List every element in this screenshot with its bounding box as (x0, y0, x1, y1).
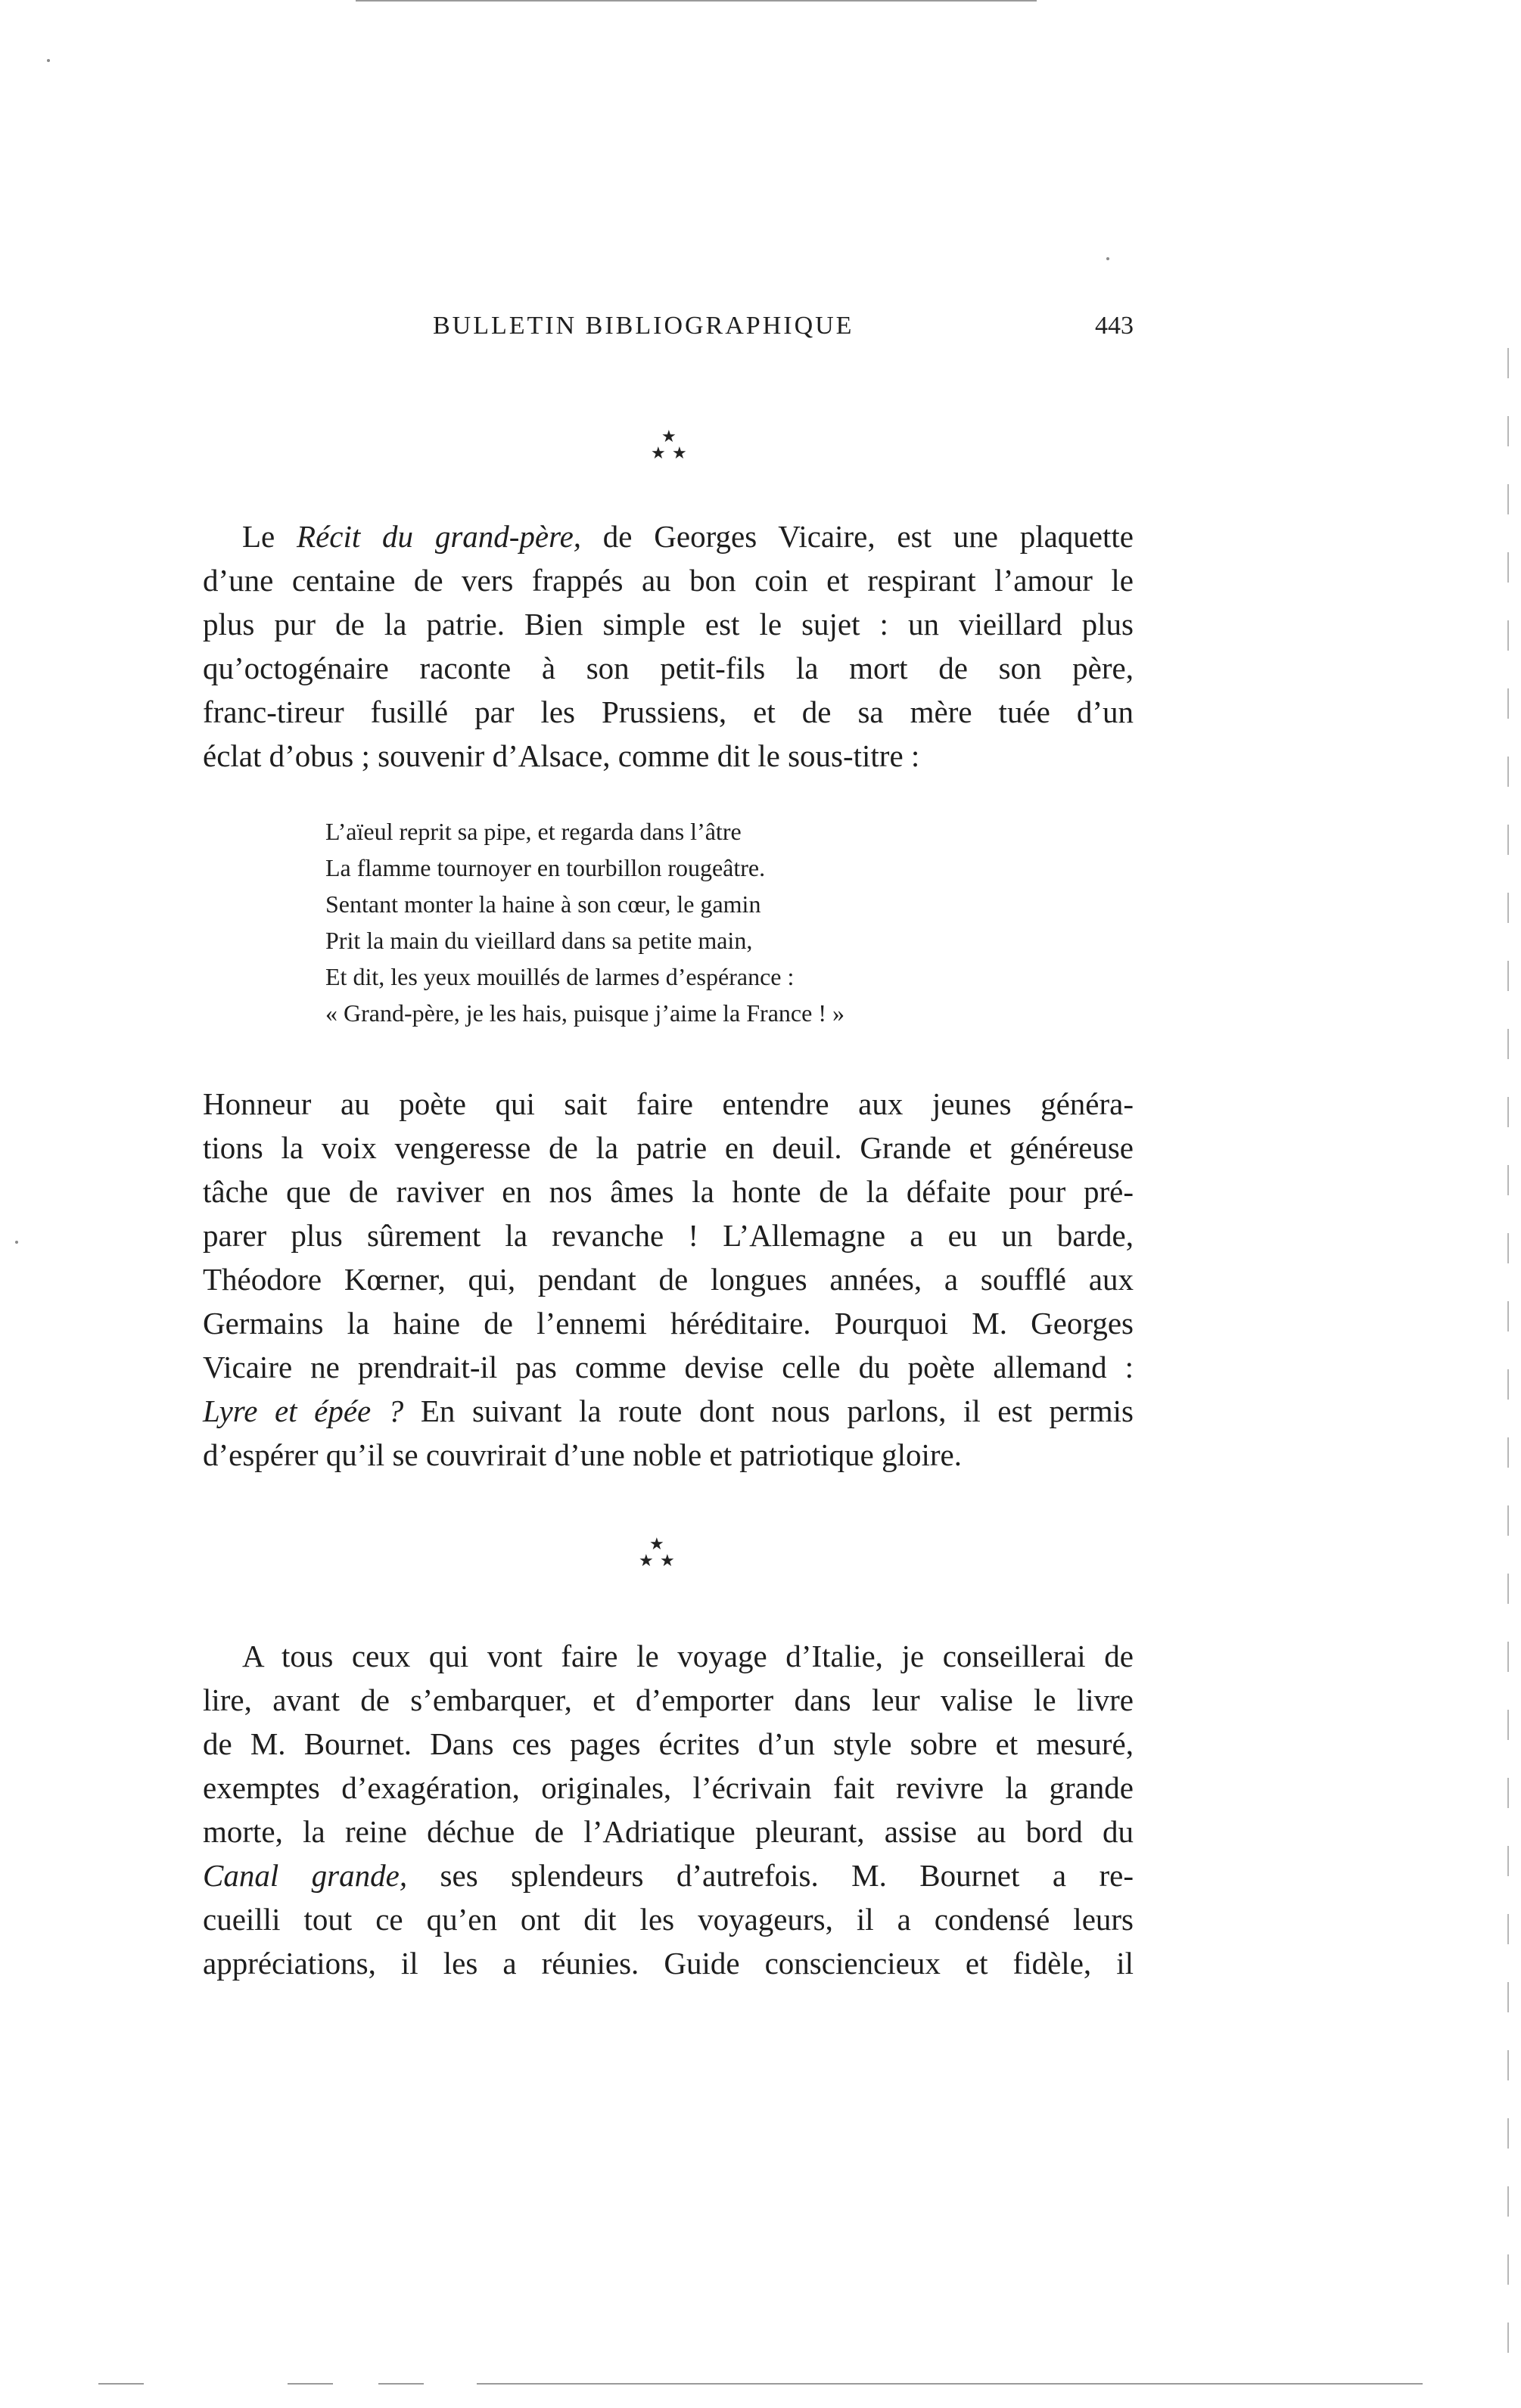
running-header (433, 312, 1134, 350)
paragraph-line: cueilli tout ce qu’en ont dit les voyageurs, il a condensé leurs (203, 1902, 1134, 1937)
verse-line: « Grand-père, je les hais, puisque j’aime la France ! » (325, 999, 844, 1027)
scan-speck (47, 59, 50, 62)
paragraph-line: parer plus sûrement la revanche ! L’Allemagne a eu un barde, (203, 1218, 1134, 1253)
paragraph-line: tâche que de raviver en nos âmes la honte de la défaite pour pré- (203, 1174, 1134, 1209)
paragraph-line: d’espérer qu’il se couvrirait d’une noble et patriotique gloire. (203, 1437, 962, 1472)
paragraph-line: tions la voix vengeresse de la patrie en deuil. Grande et généreuse (203, 1130, 1134, 1165)
verse-line: Et dit, les yeux mouillés de larmes d’espérance : (325, 963, 795, 990)
paragraph-line: franc-tireur fusillé par les Prussiens, et de sa mère tuée d’un (203, 694, 1134, 729)
paragraph-honneur-au-poete (203, 1082, 1134, 1477)
page-number: 443 (1095, 312, 1134, 340)
paragraph-line: appréciations, il les a réunies. Guide consciencieux et fidèle, il (203, 1946, 1134, 1981)
paragraph-line: Théodore Kœrner, qui, pendant de longues années, a soufflé aux (203, 1262, 1134, 1297)
verse-line: La flamme tournoyer en tourbillon rougeâtre. (325, 854, 766, 881)
paragraph-line: lire, avant de s’embarquer, et d’emporter dans leur valise le livre (203, 1682, 1134, 1717)
paragraph-line: plus pur de la patrie. Bien simple est le sujet : un vieillard plus (203, 607, 1134, 642)
scan-border-bottom-4 (477, 2383, 1423, 2385)
paragraph-line: Le Récit du grand-père, de Georges Vicaire, est une plaquette (242, 519, 1134, 554)
star-icon: ★ (651, 443, 666, 462)
paragraph-line: Honneur au poète qui sait faire entendre aux jeunes généra- (203, 1086, 1134, 1121)
scan-border-bottom-3 (378, 2383, 424, 2385)
scan-border-bottom-1 (98, 2383, 144, 2385)
verse-quotation (325, 813, 1006, 1031)
section-divider-asterism (646, 428, 692, 465)
paragraph-line: éclat d’obus ; souvenir d’Alsace, comme dit le sous-titre : (203, 738, 920, 773)
paragraph-line: de M. Bournet. Dans ces pages écrites d’un style sobre et mesuré, (203, 1726, 1134, 1761)
paragraph-line: d’une centaine de vers frappés au bon coin et respirant l’amour le (203, 563, 1134, 598)
paragraph-line: morte, la reine déchue de l’Adriatique pleurant, assise au bord du (203, 1814, 1134, 1849)
scan-border-top (356, 0, 1037, 2)
scan-speck (1106, 257, 1109, 260)
scan-speck (15, 1241, 18, 1244)
paragraph-line: qu’octogénaire raconte à son petit-fils la mort de son père, (203, 651, 1134, 685)
book-title-italic: Récit du grand-père, (297, 519, 582, 554)
paragraph-line: exemptes d’exagération, originales, l’écrivain fait revivre la grande (203, 1770, 1134, 1805)
running-title: BULLETIN BIBLIOGRAPHIQUE (433, 312, 854, 340)
star-icon: ★ (639, 1551, 654, 1570)
star-icon: ★ (672, 443, 687, 462)
paragraph-line: Canal grande, ses splendeurs d’autrefois. M. Bournet a re- (203, 1858, 1134, 1893)
star-icon: ★ (660, 1551, 675, 1570)
paragraph-recit-du-grand-pere (203, 514, 1134, 778)
place-name-italic: Canal grande, (203, 1858, 408, 1893)
paragraph-voyage-italie (203, 1634, 1134, 1985)
paragraph-line: Lyre et épée ? En suivant la route dont nous parlons, il est permis (203, 1394, 1134, 1428)
star-icon: ★ (649, 1534, 664, 1553)
verse-line: Sentant monter la haine à son cœur, le gamin (325, 890, 761, 918)
paragraph-line: Vicaire ne prendrait-il pas comme devise celle du poète allemand : (203, 1350, 1134, 1384)
verse-line: Prit la main du vieillard dans sa petite main, (325, 927, 753, 954)
scan-border-bottom-2 (288, 2383, 333, 2385)
scan-right-edge (1507, 348, 1509, 2391)
verse-line: L’aïeul reprit sa pipe, et regarda dans l’âtre (325, 818, 742, 845)
paragraph-line: Germains la haine de l’ennemi héréditaire. Pourquoi M. Georges (203, 1306, 1134, 1341)
star-icon: ★ (661, 427, 677, 446)
section-divider-asterism (634, 1536, 680, 1572)
motto-italic: Lyre et épée ? (203, 1394, 404, 1428)
paragraph-line: A tous ceux qui vont faire le voyage d’Italie, je conseillerai de (242, 1639, 1134, 1673)
